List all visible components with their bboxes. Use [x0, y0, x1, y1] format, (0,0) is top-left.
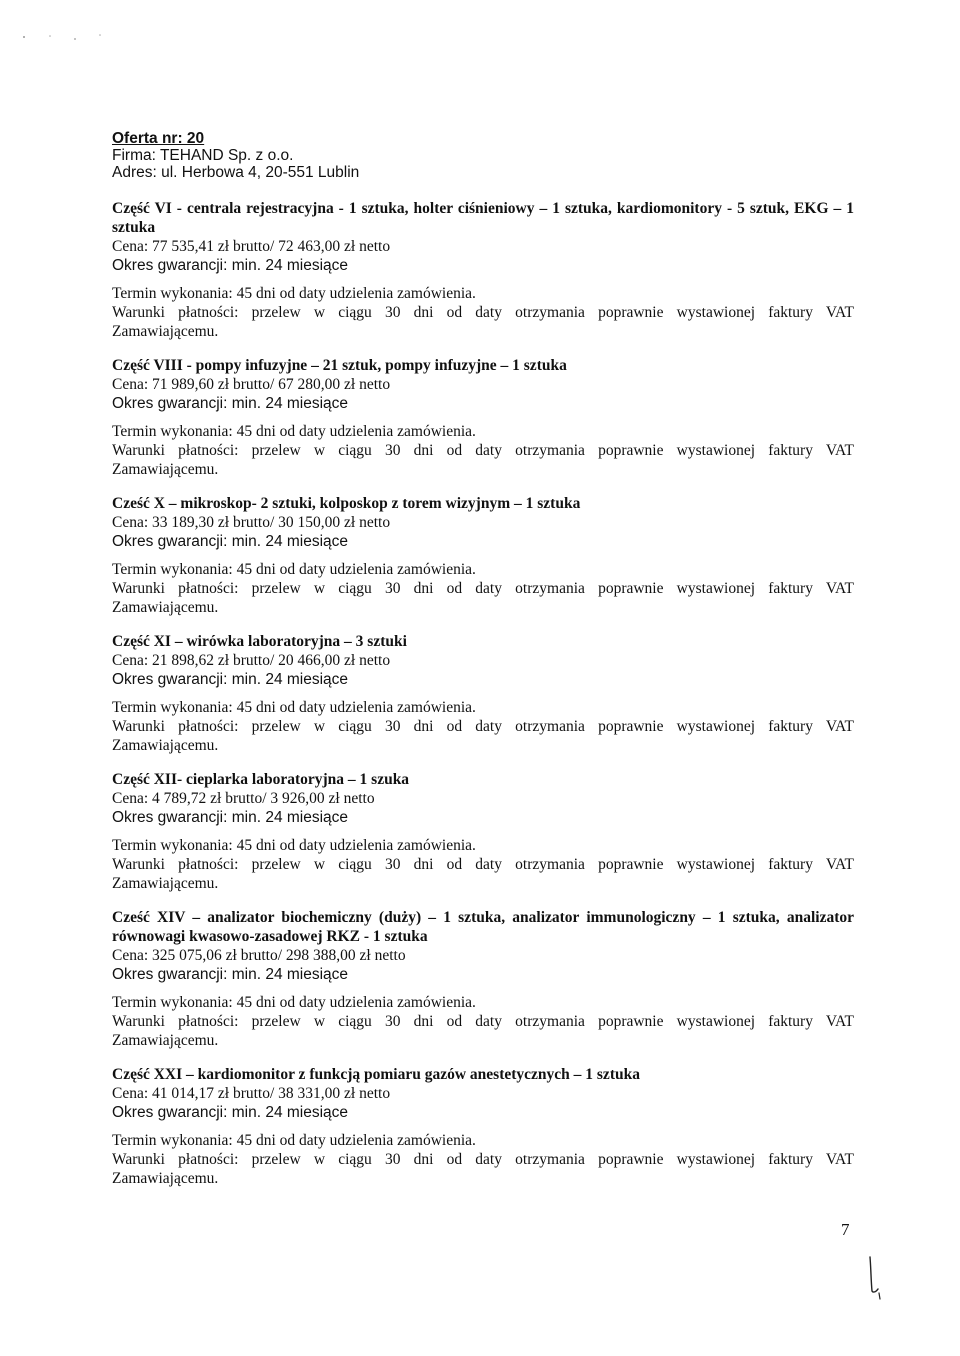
section-price: Cena: 77 535,41 zł brutto/ 72 463,00 zł netto [112, 238, 391, 255]
company-name: Firma: TEHAND Sp. z o.o. [112, 147, 294, 164]
section-warranty: Okres gwarancji: min. 24 miesiące [112, 533, 349, 550]
section-title: Część XI – wirówka laboratoryjna – 3 sztuki [112, 633, 407, 650]
section-payment-end: Zamawiającemu. [112, 461, 219, 478]
section-price: Cena: 41 014,17 zł brutto/ 38 331,00 zł netto [112, 1085, 391, 1102]
section-term: Termin wykonania: 45 dni od daty udzielenia zamówienia. [112, 561, 476, 578]
section-part-xi [112, 632, 854, 755]
section-title: Część VIII - pompy infuzyjne – 21 sztuk, pompy infuzyjne – 1 sztuka [112, 357, 567, 374]
company-address: Adres: ul. Herbowa 4, 20-551 Lublin [112, 164, 360, 181]
section-payment-end: Zamawiającemu. [112, 875, 219, 892]
section-payment-line: Warunki płatności: przelew w ciągu 30 dni od daty otrzymania poprawnie wystawionej faktury VAT [112, 1013, 854, 1030]
section-payment-line: Warunki płatności: przelew w ciągu 30 dni od daty otrzymania poprawnie wystawionej faktury VAT [112, 856, 854, 873]
section-title: Część XXI – kardiomonitor z funkcją pomiaru gazów anestetycznych – 1 sztuka [112, 1066, 640, 1083]
section-title: Część XII- cieplarka laboratoryjna – 1 szuka [112, 771, 410, 788]
section-payment-end: Zamawiającemu. [112, 1032, 219, 1049]
section-part-xiv [112, 908, 854, 1050]
section-part-viii [112, 356, 854, 479]
page-number: 7 [841, 1220, 850, 1239]
section-price: Cena: 325 075,06 zł brutto/ 298 388,00 zł netto [112, 947, 406, 964]
section-payment [112, 441, 854, 479]
section-payment-line: Warunki płatności: przelew w ciągu 30 dni od daty otrzymania poprawnie wystawionej faktury VAT [112, 304, 854, 321]
section-term: Termin wykonania: 45 dni od daty udzielenia zamówienia. [112, 423, 476, 440]
section-payment-line: Warunki płatności: przelew w ciągu 30 dni od daty otrzymania poprawnie wystawionej faktury VAT [112, 442, 854, 459]
offer-number: Oferta nr: 20 [112, 130, 205, 147]
section-title: Cześć X – mikroskop- 2 sztuki, kolposkop z torem wizyjnym – 1 sztuka [112, 495, 581, 512]
section-warranty: Okres gwarancji: min. 24 miesiące [112, 257, 349, 274]
handwritten-initial-mark [866, 1255, 886, 1300]
section-warranty: Okres gwarancji: min. 24 miesiące [112, 395, 349, 412]
offer-document [112, 130, 854, 1188]
offer-header [112, 130, 854, 181]
section-payment [112, 1012, 854, 1050]
section-title: Część VI - centrala rejestracyjna - 1 sztuka, holter ciśnieniowy – 1 sztuka, kardiomonitory - 5 sztuk, EKG – 1 sztuka [112, 200, 854, 236]
section-payment-end: Zamawiającemu. [112, 599, 219, 616]
section-part-vi [112, 199, 854, 341]
section-price: Cena: 33 189,30 zł brutto/ 30 150,00 zł netto [112, 514, 391, 531]
section-term: Termin wykonania: 45 dni od daty udzielenia zamówienia. [112, 1132, 476, 1149]
section-term: Termin wykonania: 45 dni od daty udzielenia zamówienia. [112, 837, 476, 854]
section-payment [112, 717, 854, 755]
section-part-xxi [112, 1065, 854, 1188]
section-payment [112, 1150, 854, 1188]
section-payment-end: Zamawiającemu. [112, 323, 219, 340]
section-payment-line: Warunki płatności: przelew w ciągu 30 dni od daty otrzymania poprawnie wystawionej faktury VAT [112, 1151, 854, 1168]
section-payment [112, 855, 854, 893]
section-term: Termin wykonania: 45 dni od daty udzielenia zamówienia. [112, 285, 476, 302]
scan-specks [20, 30, 120, 42]
section-part-xii [112, 770, 854, 893]
section-term: Termin wykonania: 45 dni od daty udzielenia zamówienia. [112, 699, 476, 716]
section-term: Termin wykonania: 45 dni od daty udzielenia zamówienia. [112, 994, 476, 1011]
section-warranty: Okres gwarancji: min. 24 miesiące [112, 1104, 349, 1121]
section-warranty: Okres gwarancji: min. 24 miesiące [112, 809, 349, 826]
section-payment [112, 303, 854, 341]
section-warranty: Okres gwarancji: min. 24 miesiące [112, 966, 349, 983]
section-payment-end: Zamawiającemu. [112, 1170, 219, 1187]
section-payment [112, 579, 854, 617]
section-warranty: Okres gwarancji: min. 24 miesiące [112, 671, 349, 688]
section-price: Cena: 71 989,60 zł brutto/ 67 280,00 zł netto [112, 376, 391, 393]
section-payment-end: Zamawiającemu. [112, 737, 219, 754]
section-part-x [112, 494, 854, 617]
section-price: Cena: 4 789,72 zł brutto/ 3 926,00 zł netto [112, 790, 375, 807]
section-payment-line: Warunki płatności: przelew w ciągu 30 dni od daty otrzymania poprawnie wystawionej faktury VAT [112, 580, 854, 597]
section-payment-line: Warunki płatności: przelew w ciągu 30 dni od daty otrzymania poprawnie wystawionej faktury VAT [112, 718, 854, 735]
section-price: Cena: 21 898,62 zł brutto/ 20 466,00 zł netto [112, 652, 391, 669]
section-title: Cześć XIV – analizator biochemiczny (duży) – 1 sztuka, analizator immunologiczny – 1 sztuka, analizator równowagi kwasowo-zasadowej RKZ - 1 sztuka [112, 909, 854, 945]
